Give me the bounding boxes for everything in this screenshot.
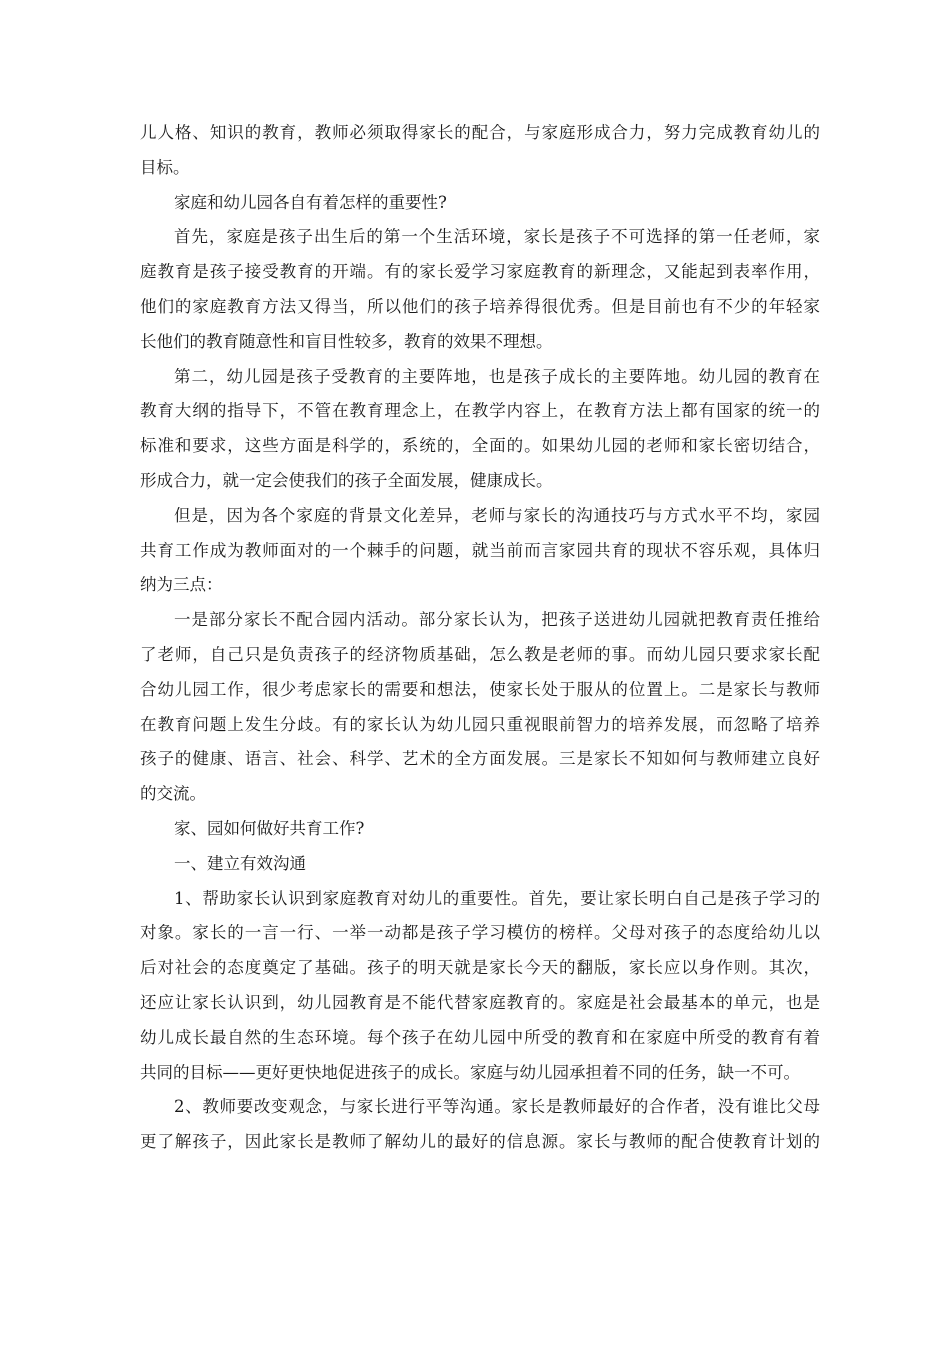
text-line: 家庭和幼儿园各自有着怎样的重要性? — [174, 192, 447, 212]
text-line: 长他们的教育随意性和盲目性较多，教育的效果不理想。 — [140, 331, 553, 351]
text-line: 后对社会的态度奠定了基础。孩子的明天就是家长今天的翻版，家长应以身作则。其次， — [140, 958, 820, 978]
text-line: 家、园如何做好共育工作? — [174, 818, 365, 838]
text-line: 共同的目标——更好更快地促进孩子的成长。家庭与幼儿园承担着不同的任务，缺一不可。 — [140, 1062, 800, 1082]
text-line: 标准和要求，这些方面是科学的，系统的，全面的。如果幼儿园的老师和家长密切结合， — [140, 436, 820, 456]
text-line: 庭教育是孩子接受教育的开端。有的家长爱学习家庭教育的新理念，又能起到表率作用， — [140, 262, 820, 282]
text-line: 1、帮助家长认识到家庭教育对幼儿的重要性。首先，要让家长明白自己是孩子学习的 — [174, 888, 820, 908]
text-line: 幼儿成长最自然的生态环境。每个孩子在幼儿园中所受的教育和在家庭中所受的教育有着 — [140, 1027, 820, 1047]
text-line: 纳为三点： — [140, 575, 223, 595]
text-line: 首先，家庭是孩子出生后的第一个生活环境，家长是孩子不可选择的第一任老师，家 — [174, 227, 820, 247]
text-line: 形成合力，就一定会使我们的孩子全面发展，健康成长。 — [140, 470, 553, 490]
text-line: 儿人格、知识的教育，教师必须取得家长的配合，与家庭形成合力，努力完成教育幼儿的 — [140, 123, 820, 142]
text-line: 教育大纲的指导下，不管在教育理念上，在教学内容上，在教育方法上都有国家的统一的 — [140, 401, 820, 421]
section-heading — [140, 847, 820, 882]
text-line: 一、建立有效沟通 — [174, 853, 306, 873]
text-line: 在教育问题上发生分歧。有的家长认为幼儿园只重视眼前智力的培养发展，而忽略了培养 — [140, 714, 820, 734]
text-line: 一是部分家长不配合园内活动。部分家长认为，把孩子送进幼儿园就把教育责任推给 — [174, 610, 820, 630]
text-line: 对象。家长的一言一行、一举一动都是孩子学习模仿的榜样。父母对孩子的态度给幼儿以 — [140, 923, 820, 943]
paragraph-item-1 — [140, 882, 820, 1091]
text-line: 2、教师要改变观念，与家长进行平等沟通。家长是教师最好的合作者，没有谁比父母 — [174, 1097, 820, 1117]
text-line: 还应让家长认识到，幼儿园教育是不能代替家庭教育的。家庭是社会最基本的单元，也是 — [140, 992, 820, 1012]
paragraph-question-importance — [140, 186, 820, 221]
text-line: 更了解孩子，因此家长是教师了解幼儿的最好的信息源。家长与教师的配合使教育计划的 — [140, 1132, 820, 1152]
text-line: 了老师，自己只是负责孩子的经济物质基础，怎么教是老师的事。而幼儿园只要求家长配 — [140, 644, 820, 664]
paragraph-second-kindergarten — [140, 360, 820, 499]
text-line: 他们的家庭教育方法又得当，所以他们的孩子培养得很优秀。但是目前也有不少的年轻家 — [140, 296, 820, 316]
text-line: 但是，因为各个家庭的背景文化差异，老师与家长的沟通技巧与方式水平不均，家园 — [174, 505, 820, 525]
text-line: 第二，幼儿园是孩子受教育的主要阵地，也是孩子成长的主要阵地。幼儿园的教育在 — [174, 366, 820, 386]
text-line: 目标。 — [140, 157, 190, 177]
paragraph-three-points — [140, 603, 820, 812]
document-body — [140, 116, 820, 1160]
text-line: 合幼儿园工作，很少考虑家长的需要和想法，使家长处于服从的位置上。二是家长与教师 — [140, 679, 820, 699]
paragraph-intro-continuation — [140, 116, 820, 186]
paragraph-item-2 — [140, 1090, 820, 1160]
paragraph-however — [140, 499, 820, 603]
text-line: 共育工作成为教师面对的一个棘手的问题，就当前而言家园共育的现状不容乐观，具体归 — [140, 540, 820, 560]
text-line: 孩子的健康、语言、社会、科学、艺术的全方面发展。三是家长不知如何与教师建立良好 — [140, 749, 820, 769]
paragraph-first-family — [140, 220, 820, 359]
paragraph-question-how — [140, 812, 820, 847]
text-line: 的交流。 — [140, 784, 206, 804]
